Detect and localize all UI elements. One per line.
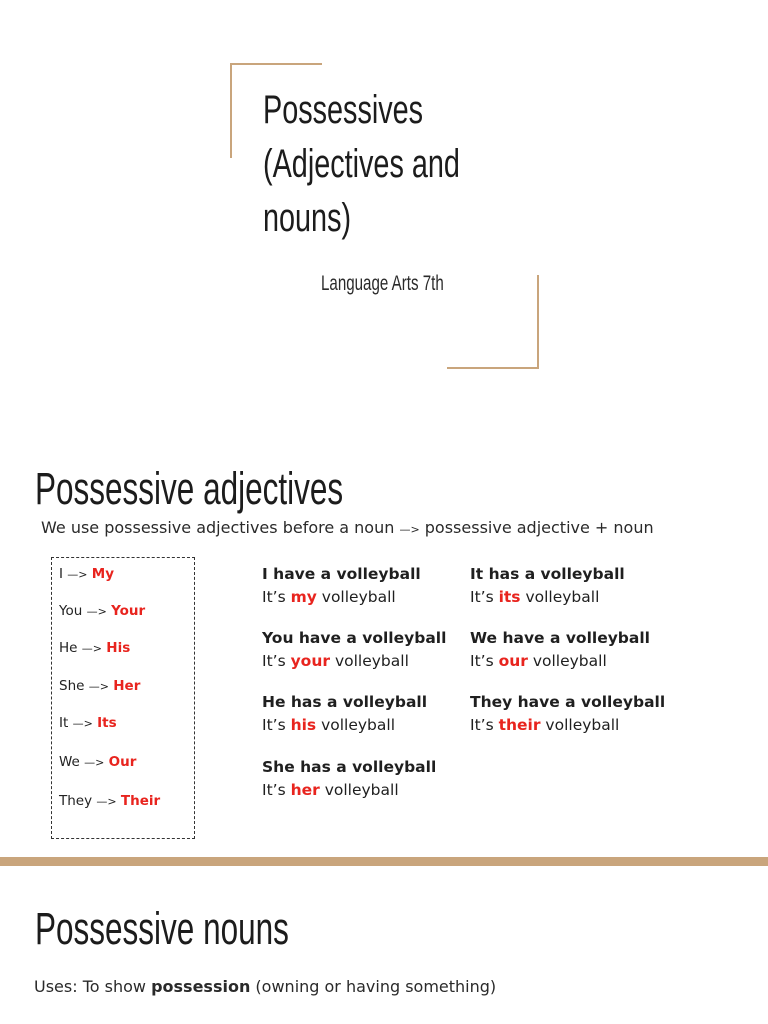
sentence-suffix: volleyball	[319, 781, 399, 799]
example-possessive-sentence	[262, 779, 436, 802]
pronoun-possessive: Her	[113, 678, 141, 694]
sentence-prefix: It’s	[262, 781, 291, 799]
arrow-symbol: —>	[86, 605, 107, 618]
example-statement: We have a volleyball	[470, 629, 650, 647]
sentence-suffix: volleyball	[316, 716, 396, 734]
sentence-prefix: It’s	[470, 588, 499, 606]
uses-prefix: Uses: To show	[34, 977, 152, 996]
example-statement: He has a volleyball	[262, 693, 428, 711]
sentence-suffix: volleyball	[520, 588, 600, 606]
arrow-symbol: —>	[81, 642, 102, 655]
example-statement: You have a volleyball	[262, 629, 447, 647]
pronoun-subject: He	[59, 640, 82, 656]
uses-suffix: (owning or having something)	[250, 977, 497, 996]
intro-sentence: We use possessive adjectives before a noun	[41, 518, 400, 537]
example-statement: She has a volleyball	[262, 758, 437, 776]
pronoun-list-box	[51, 557, 195, 839]
pronoun-possessive: Our	[108, 754, 137, 770]
pronoun-subject: They	[59, 793, 97, 809]
sentence-prefix: It’s	[470, 716, 499, 734]
example-statement: I have a volleyball	[262, 565, 421, 583]
pronoun-subject: We	[59, 754, 85, 770]
highlighted-possessive: its	[498, 588, 521, 606]
subtitle: Language Arts 7th	[321, 272, 444, 295]
example-item	[262, 563, 421, 609]
pronoun-possessive: Your	[111, 603, 146, 619]
example-statement: They have a volleyball	[470, 693, 666, 711]
title-line-1: Possessives	[263, 88, 424, 132]
example-item	[262, 756, 436, 802]
pronoun-item	[59, 677, 140, 696]
arrow-symbol: —>	[67, 568, 88, 581]
sentence-suffix: volleyball	[316, 588, 396, 606]
highlighted-possessive: our	[498, 652, 528, 670]
highlighted-possessive: their	[498, 716, 541, 734]
corner-decoration-top-left	[230, 63, 322, 65]
arrow-symbol: —>	[96, 795, 117, 808]
pronoun-possessive: Their	[120, 793, 161, 809]
uses-text	[34, 976, 496, 998]
example-statement: It has a volleyball	[470, 565, 625, 583]
pronoun-item	[59, 602, 145, 621]
sentence-suffix: volleyball	[330, 652, 409, 670]
sentence-prefix: It’s	[470, 652, 499, 670]
highlighted-possessive: your	[290, 652, 331, 670]
slide-divider	[0, 857, 768, 866]
pronoun-item	[59, 792, 160, 811]
example-possessive-sentence	[470, 650, 650, 673]
pronoun-item	[59, 714, 117, 733]
example-possessive-sentence	[262, 714, 427, 737]
pronoun-possessive: His	[106, 640, 131, 656]
example-item	[470, 563, 625, 609]
title-line-3: nouns)	[263, 196, 352, 240]
example-possessive-sentence	[262, 586, 421, 609]
arrow-symbol: —>	[88, 680, 109, 693]
arrow-symbol: —>	[72, 717, 93, 730]
title-line-2: (Adjectives and	[263, 142, 460, 186]
arrow-symbol: —>	[399, 523, 420, 536]
pronoun-item	[59, 639, 130, 658]
sentence-prefix: It’s	[262, 716, 291, 734]
pronoun-subject: I	[59, 566, 68, 582]
uses-keyword: possession	[151, 977, 251, 996]
intro-text	[41, 518, 654, 540]
sentence-prefix: It’s	[262, 588, 291, 606]
pronoun-subject: You	[59, 603, 87, 619]
sentence-suffix: volleyball	[540, 716, 620, 734]
sentence-prefix: It’s	[262, 652, 291, 670]
example-item	[262, 691, 427, 737]
example-item	[470, 691, 665, 737]
pronoun-subject: She	[59, 678, 89, 694]
example-possessive-sentence	[470, 714, 665, 737]
highlighted-possessive: his	[290, 716, 317, 734]
corner-decoration-bottom-right-vertical	[537, 275, 539, 369]
pronoun-possessive: Its	[97, 715, 117, 731]
example-item	[262, 627, 446, 673]
arrow-symbol: —>	[84, 756, 105, 769]
slide-heading: Possessive adjectives	[35, 463, 344, 514]
corner-decoration-top-left-vertical	[230, 63, 232, 158]
example-possessive-sentence	[470, 586, 625, 609]
example-possessive-sentence	[262, 650, 446, 673]
slide-heading: Possessive nouns	[35, 903, 289, 954]
highlighted-possessive: her	[290, 781, 320, 799]
highlighted-possessive: my	[290, 588, 317, 606]
pronoun-item	[59, 565, 114, 584]
pronoun-item	[59, 753, 136, 772]
pronoun-subject: It	[59, 715, 73, 731]
corner-decoration-bottom-right	[447, 367, 539, 369]
pronoun-possessive: My	[91, 566, 115, 582]
intro-formula: possessive adjective + noun	[419, 518, 654, 537]
sentence-suffix: volleyball	[527, 652, 607, 670]
example-item	[470, 627, 650, 673]
